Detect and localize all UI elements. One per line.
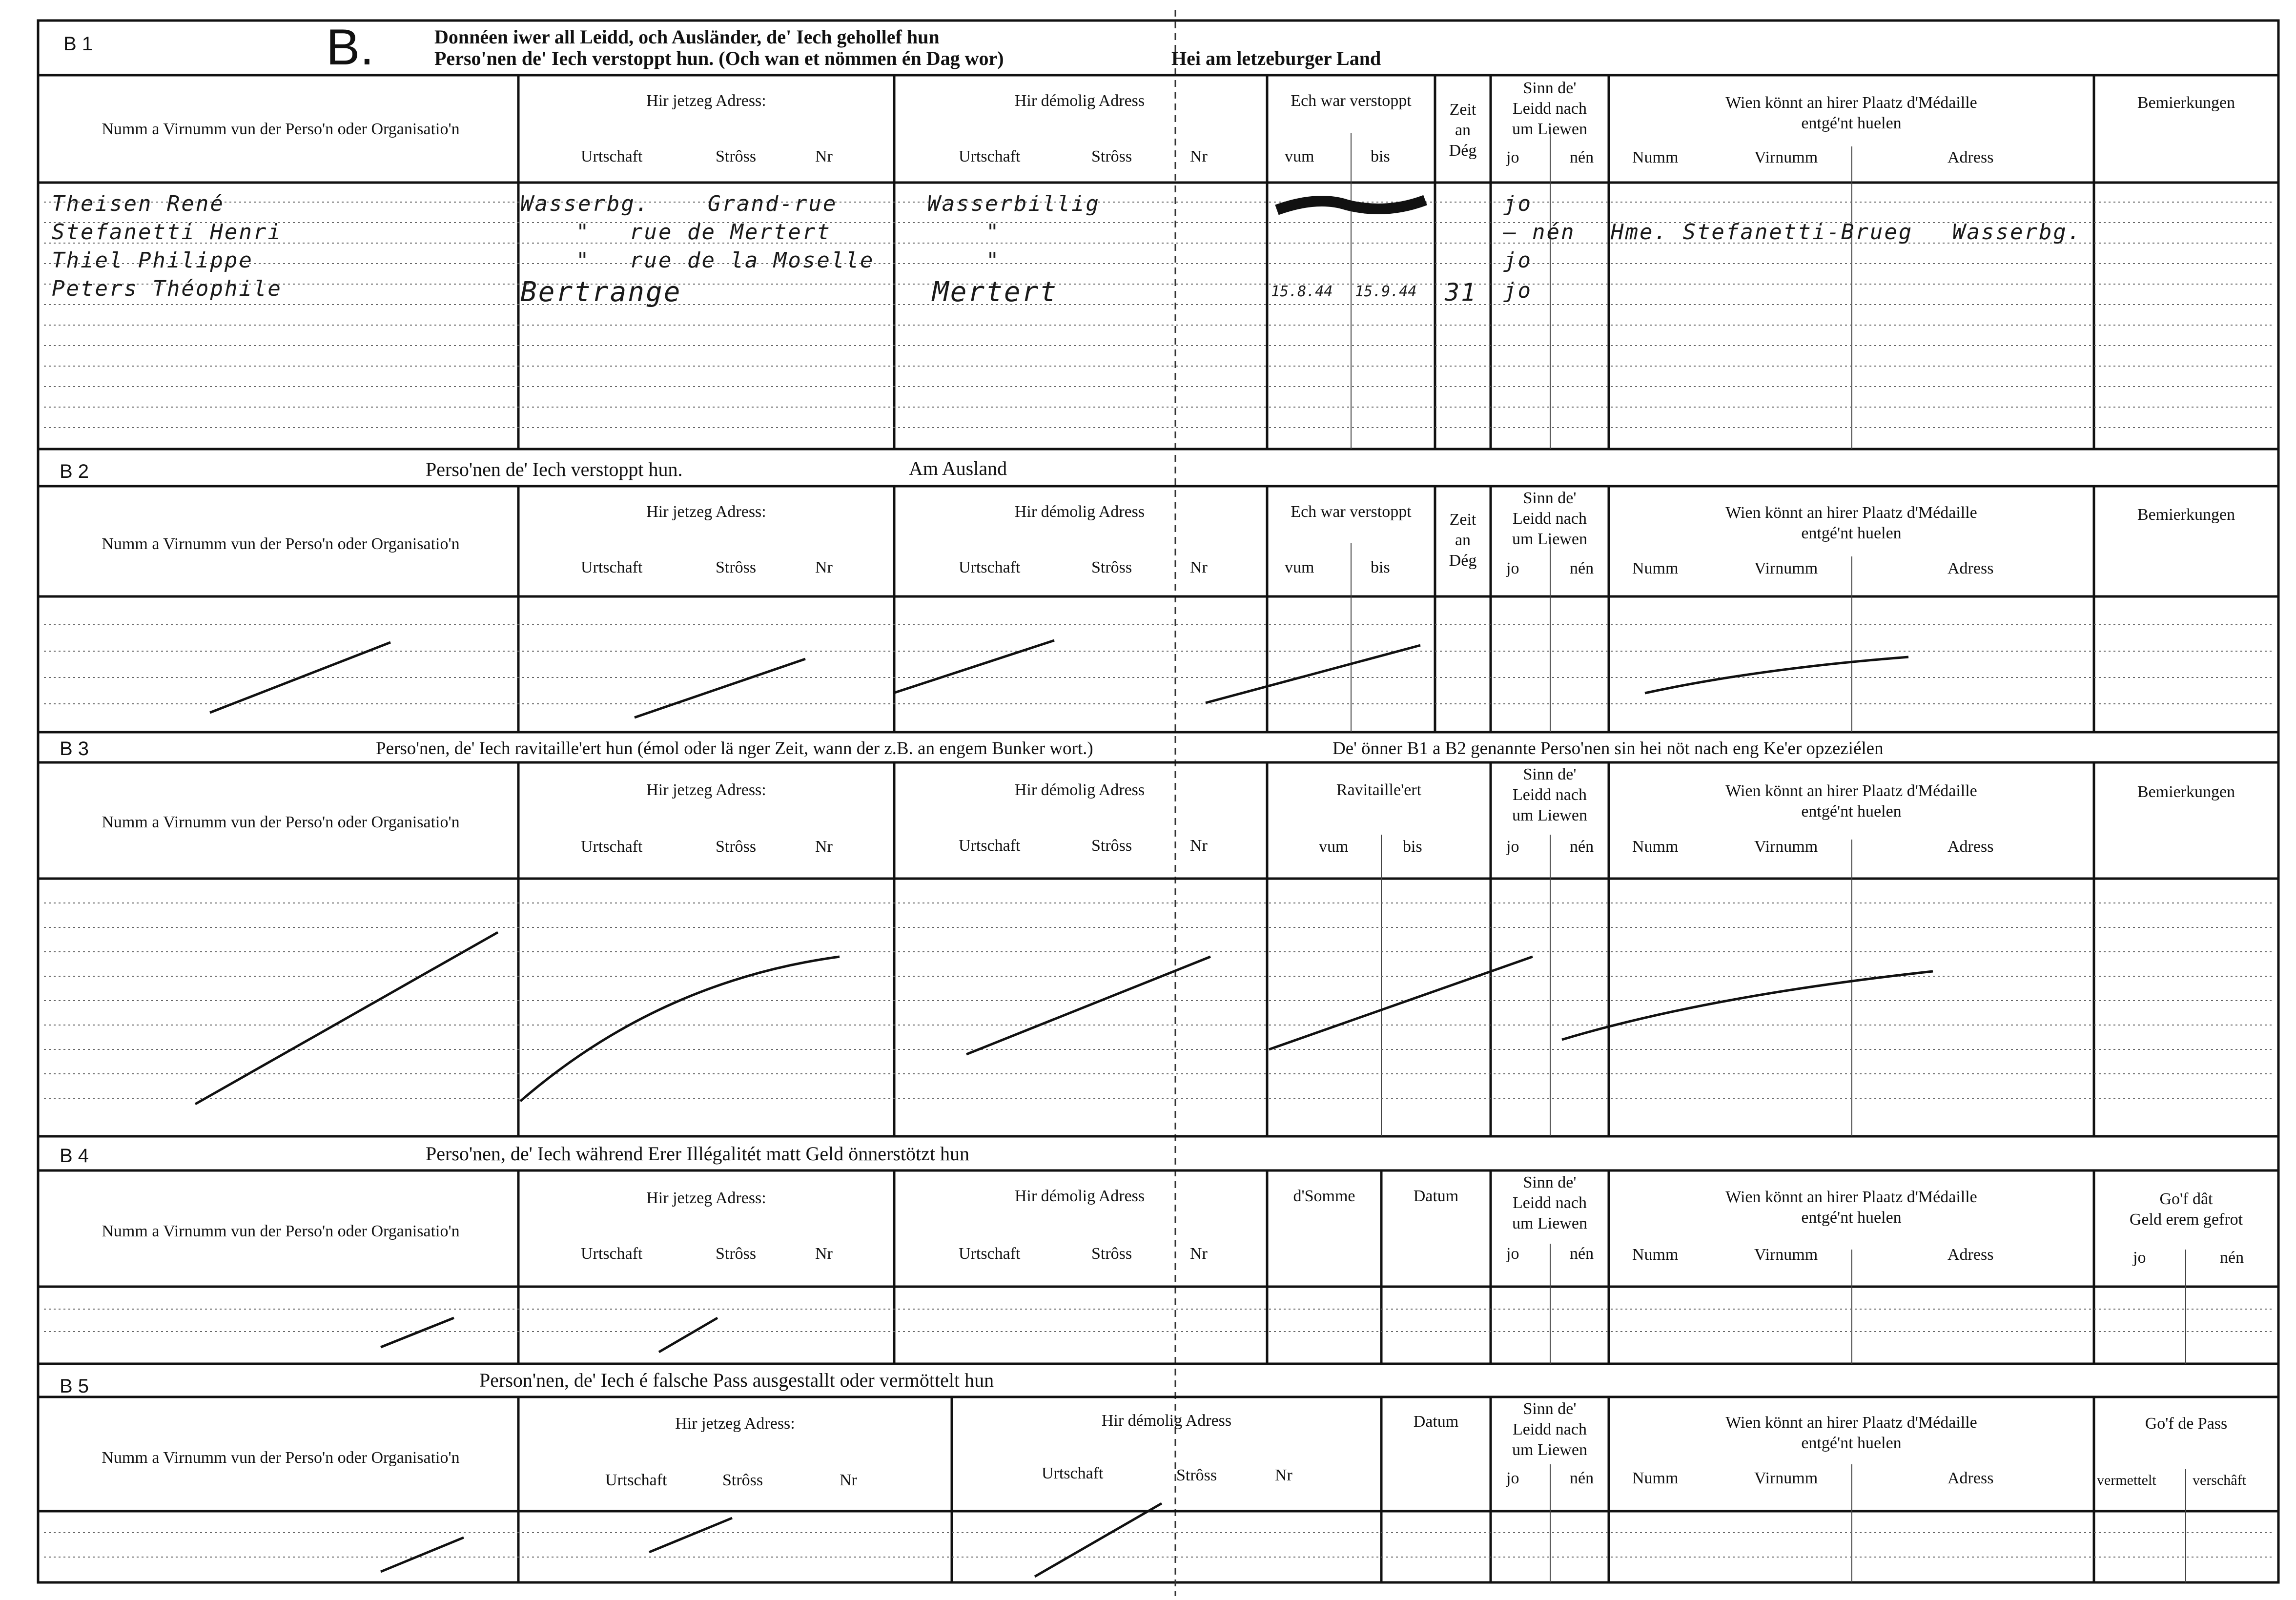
b3-col-alive: Sinn de' Leidd nach um Liewen [1512,765,1587,824]
b1-row4-bis: 15.9.44 [1355,283,1417,300]
col-hidden: Ech war verstoppt [1291,92,1412,110]
b4-col-alive: Sinn de' Leidd nach um Liewen [1512,1173,1587,1232]
b4-col-gof-nen: nén [2220,1249,2244,1267]
section-b3-title-b: De' önner B1 a B2 genannte Perso'nen sin hei nöt nach eng Ke'er opzeziélen [1332,738,1884,759]
b3-col-medal: Wien könnt an hirer Plaatz d'Médaille entgé'nt huelen [1725,782,1977,821]
col-current-stross: Strôss [716,147,757,165]
b1-row3-former: " [986,248,1001,273]
b4-col-virnumm: Virnumm [1754,1246,1818,1264]
b3-col-name: Numm a Virnumm vun der Perso'n oder Organisatio'n [102,813,460,831]
b5-col-jo: jo [1506,1469,1519,1487]
section-b1-label: B 1 [63,33,93,55]
col-former-nr: Nr [1190,147,1208,165]
col-medal-numm: Numm [1632,148,1679,166]
b2-col-cur-urtschaft: Urtschaft [581,558,643,576]
b4-col-gof-jo: jo [2133,1249,2146,1267]
b3-col-former-stross: Strôss [1091,837,1132,855]
section-b4-title: Perso'nen, de' Iech während Erer Illégalitét matt Geld önnerstötzt hun [426,1143,970,1165]
b1-row4-alive: jo [1503,278,1532,303]
col-name-header: Numm a Virnumm vun der Perso'n oder Organisatio'n [102,120,460,138]
b2-col-nen: nén [1570,559,1594,577]
b3-col-current: Hir jetzeg Adress: [646,781,766,799]
b5-col-verschaft: verschâft [2193,1472,2246,1488]
b4-col-name: Numm a Virnumm vun der Perso'n oder Organisatio'n [102,1222,460,1240]
b5-col-alive: Sinn de' Leidd nach um Liewen [1512,1400,1587,1459]
section-letter: B. [326,19,374,76]
b2-col-adress: Adress [1948,559,1994,577]
b2-col-remarks: Bemierkungen [2137,506,2235,524]
b2-col-former: Hir démolig Adress [1014,503,1145,521]
col-former-stross: Strôss [1091,147,1132,165]
b4-col-former-urtschaft: Urtschaft [959,1245,1021,1263]
b5-col-former-stross: Strôss [1176,1466,1217,1484]
b5-col-current: Hir jetzeg Adress: [675,1415,795,1433]
b3-col-vum: vum [1319,838,1349,856]
b4-col-cur-urtschaft: Urtschaft [581,1245,643,1263]
col-hidden-vum: vum [1285,147,1314,165]
b5-col-nen: nén [1570,1469,1594,1487]
b4-col-former-stross: Strôss [1091,1245,1132,1263]
section-b4-label: B 4 [60,1145,89,1167]
b4-col-cur-nr: Nr [815,1245,833,1263]
b5-col-vermettelt: vermettelt [2097,1472,2156,1488]
b3-col-nen: nén [1570,838,1594,856]
b1-row4-vum: 15.8.44 [1271,283,1333,300]
b4-col-current: Hir jetzeg Adress: [646,1189,766,1207]
section-b2-title: Perso'nen de' Iech verstoppt hun. [426,458,683,480]
col-alive-jo: jo [1506,148,1519,166]
section-b3-title: Perso'nen, de' Iech ravitaille'ert hun (émol oder lä nger Zeit, wann der z.B. an engem Bunker wort.) [376,738,1093,759]
b5-col-former-nr: Nr [1275,1466,1292,1484]
b2-col-vum: vum [1285,558,1314,576]
b4-col-former: Hir démolig Adress [1014,1187,1145,1205]
b2-col-cur-nr: Nr [815,558,833,576]
section-b2-label: B 2 [60,461,89,482]
b5-col-cur-nr: Nr [840,1471,857,1489]
b4-col-cur-stross: Strôss [716,1245,757,1263]
b5-col-adress: Adress [1948,1469,1994,1487]
b1-row2-medal-addr: Wasserbg. [1952,220,2082,245]
b5-col-cur-urtschaft: Urtschaft [605,1471,667,1489]
b2-col-virnumm: Virnumm [1754,559,1818,577]
b1-row4-name: Peters Théophile [52,276,282,301]
b1-row4-former: Mertert [932,276,1058,308]
col-current-address: Hir jetzeg Adress: [646,92,766,110]
b2-col-former-urtschaft: Urtschaft [959,558,1021,576]
b4-col-adress: Adress [1948,1246,1994,1264]
b3-col-adress: Adress [1948,838,1994,856]
col-current-urtschaft: Urtschaft [581,147,643,165]
b2-col-days: Zeit an Dég [1449,511,1477,570]
b3-col-former-urtschaft: Urtschaft [959,837,1021,855]
col-current-nr: Nr [815,147,833,165]
b3-col-cur-nr: Nr [815,838,833,856]
col-medal-virnumm: Virnumm [1754,148,1818,166]
b2-col-bis: bis [1371,558,1390,576]
col-alive-nen: nén [1570,148,1594,166]
b1-row2-former: " [986,220,1001,245]
b5-col-datum: Datum [1413,1413,1459,1431]
b1-row4-days: 31 [1445,278,1477,307]
section-b5-title: Person'nen, de' Iech é falsche Pass ausgestallt oder vermöttelt hun [479,1369,994,1391]
b3-col-jo: jo [1506,838,1519,856]
b1-row2-alive: — nén [1503,220,1576,245]
b1-row1-name: Theisen René [52,191,225,216]
b3-col-cur-stross: Strôss [716,838,757,856]
b1-row2-cur-ort: " [576,220,591,245]
b4-col-somme: d'Somme [1293,1187,1355,1205]
b2-col-jo: jo [1506,559,1519,577]
b5-col-name: Numm a Virnumm vun der Perso'n oder Organisatio'n [102,1449,460,1467]
b1-row1-cur-ort: Wasserbg. [520,191,650,216]
b4-col-medal: Wien könnt an hirer Plaatz d'Médaille entgé'nt huelen [1725,1188,1977,1227]
b1-row1-alive: jo [1503,191,1532,216]
b4-col-gof: Go'f dât Geld erem gefrot [2129,1190,2243,1229]
b2-col-hidden: Ech war verstoppt [1291,503,1412,521]
b3-col-former-nr: Nr [1190,837,1208,855]
b3-col-bis: bis [1403,838,1422,856]
b1-row3-cur-ort: " [576,248,591,273]
section-b5-label: B 5 [60,1375,89,1397]
b3-col-former: Hir démolig Adress [1014,781,1145,799]
b5-col-cur-stross: Strôss [722,1471,763,1489]
b3-col-remarks: Bemierkungen [2137,783,2235,801]
b1-row2-name: Stefanetti Henri [52,220,282,245]
b2-col-alive: Sinn de' Leidd nach um Liewen [1512,489,1587,548]
section-b2-title-b: Am Ausland [909,457,1007,479]
b2-col-cur-stross: Strôss [716,558,757,576]
b1-row3-name: Thiel Philippe [52,248,253,273]
b5-col-former-urtschaft: Urtschaft [1042,1464,1104,1482]
header-line-2: Perso'nen de' Iech verstoppt hun. (Och wan et nömmen én Dag wor) [434,47,1004,69]
col-former-address: Hir démolig Adress [1014,92,1145,110]
b1-row1-former: Wasserbillig [927,191,1100,216]
b2-col-name: Numm a Virnumm vun der Perso'n oder Organisatio'n [102,535,460,553]
col-alive: Sinn de' Leidd nach um Liewen [1512,79,1587,138]
b2-col-current: Hir jetzeg Adress: [646,503,766,521]
col-medal: Wien könnt an hirer Plaatz d'Médaille entgé'nt huelen [1725,94,1977,132]
b5-col-virnumm: Virnumm [1754,1469,1818,1487]
b4-col-numm: Numm [1632,1246,1679,1264]
b1-row4-cur-ort: Bertrange [520,276,682,308]
b4-col-jo: jo [1506,1245,1519,1263]
b1-row3-alive: jo [1503,248,1532,273]
b5-col-pass: Go'f de Pass [2145,1415,2228,1433]
b4-col-datum: Datum [1413,1187,1459,1205]
col-days: Zeit an Dég [1449,101,1477,160]
col-hidden-bis: bis [1371,147,1390,165]
b1-row1-cur-str: Grand-rue [708,191,838,216]
b3-col-cur-urtschaft: Urtschaft [581,838,643,856]
b1-row2-medal: Hme. Stefanetti-Brueg [1611,220,1913,245]
b3-col-ravi: Ravitaille'ert [1336,781,1422,799]
b3-col-numm: Numm [1632,838,1679,856]
b2-col-former-nr: Nr [1190,558,1208,576]
b5-col-medal: Wien könnt an hirer Plaatz d'Médaille entgé'nt huelen [1725,1414,1977,1452]
header-line-1: Donnéen iwer all Leidd, och Ausländer, de' Iech gehollef hun [434,26,940,48]
b5-col-numm: Numm [1632,1469,1679,1487]
b5-col-former: Hir démolig Adress [1101,1412,1232,1430]
b1-row2-cur-str: rue de Mertert [630,220,831,245]
b2-col-numm: Numm [1632,559,1679,577]
section-b3-label: B 3 [60,738,89,759]
col-medal-adress: Adress [1948,148,1994,166]
b3-col-virnumm: Virnumm [1754,838,1818,856]
col-remarks: Bemierkungen [2137,94,2235,112]
header-line-2b: Hei am letzeburger Land [1171,47,1381,69]
b2-col-former-stross: Strôss [1091,558,1132,576]
b1-row3-cur-str: rue de la Moselle [630,248,875,273]
b4-col-nen: nén [1570,1245,1594,1263]
b4-col-former-nr: Nr [1190,1245,1208,1263]
col-former-urtschaft: Urtschaft [959,147,1021,165]
b2-col-medal: Wien könnt an hirer Plaatz d'Médaille entgé'nt huelen [1725,504,1977,542]
